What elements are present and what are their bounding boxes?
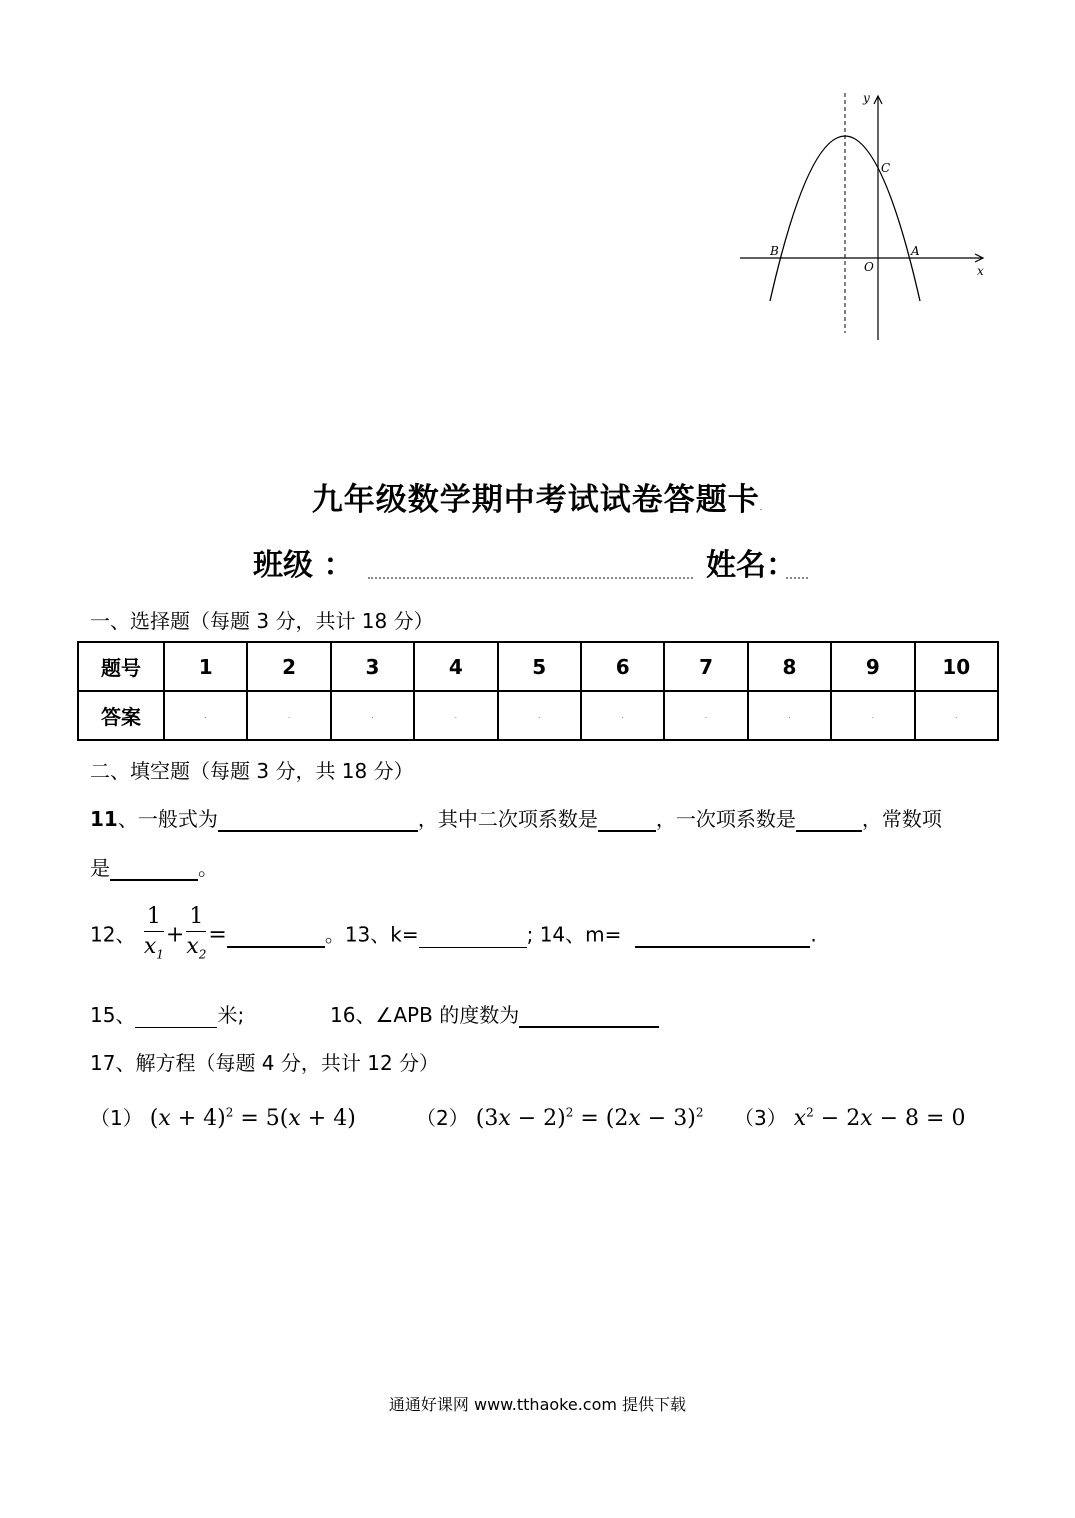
name-label: 姓名： bbox=[706, 548, 796, 583]
answer-cell[interactable]: . bbox=[331, 691, 414, 740]
q13-blank[interactable] bbox=[419, 925, 527, 948]
answer-cell[interactable]: . bbox=[581, 691, 664, 740]
q11-blank-linear-coef[interactable] bbox=[796, 808, 862, 832]
q17-heading: 17、解方程（每题 4 分，共计 12 分） bbox=[90, 1051, 440, 1075]
question-number: 7 bbox=[664, 642, 747, 691]
fraction-1-denominator bbox=[144, 932, 164, 969]
point-b-label: B bbox=[770, 244, 779, 258]
equation-1-body: $(x + 4)^2 = 5(x + 4)$ bbox=[149, 1105, 356, 1131]
title-marker: . bbox=[759, 503, 764, 512]
equals-sign: = bbox=[208, 922, 227, 948]
answer-cell[interactable]: . bbox=[748, 691, 831, 740]
q11-text-6: 。 bbox=[198, 856, 218, 880]
q11-line1 bbox=[90, 803, 942, 832]
name-field[interactable] bbox=[786, 563, 808, 579]
origin-label: O bbox=[864, 260, 874, 274]
class-field[interactable] bbox=[368, 563, 693, 579]
question-number: 2 bbox=[247, 642, 330, 691]
point-a-label: A bbox=[911, 244, 920, 258]
q11-line2 bbox=[90, 852, 218, 881]
answer-cell[interactable]: . bbox=[164, 691, 247, 740]
q14-label: ; 14、m= bbox=[526, 922, 622, 947]
q15-unit: 米; bbox=[217, 1003, 245, 1027]
q11-text-5: 是 bbox=[90, 856, 110, 880]
equation-2-label: （2） bbox=[416, 1106, 469, 1130]
q11-blank-general-form[interactable] bbox=[218, 808, 418, 832]
x1-subscript: 1 bbox=[156, 947, 164, 962]
q11-text-4: ，常数项 bbox=[861, 807, 942, 831]
question-number: 6 bbox=[581, 642, 664, 691]
fraction-1-over-x2 bbox=[186, 903, 206, 969]
fraction-2-denominator bbox=[186, 932, 206, 969]
q11-blank-quadratic-coef[interactable] bbox=[598, 808, 656, 832]
q11-text-2: ，其中二次项系数是 bbox=[417, 807, 598, 831]
section2-heading: 二、填空题（每题 3 分，共 18 分） bbox=[90, 759, 414, 783]
q12-label: 12、 bbox=[90, 922, 136, 947]
question-number: 8 bbox=[748, 642, 831, 691]
equation-3-body: $x^2 - 2x - 8 = 0$ bbox=[793, 1105, 966, 1131]
title-text: 九年级数学期中考试试卷答题卡 bbox=[311, 482, 760, 518]
answer-cell[interactable]: . bbox=[498, 691, 581, 740]
answer-cell[interactable]: . bbox=[831, 691, 914, 740]
y-label: y bbox=[863, 91, 870, 105]
equation-1-label: （1） bbox=[90, 1106, 143, 1130]
fraction-2-numerator: 1 bbox=[186, 903, 206, 932]
question-number: 10 bbox=[915, 642, 998, 691]
class-label: 班级 ： bbox=[253, 548, 354, 583]
fraction-1-numerator: 1 bbox=[144, 903, 164, 932]
q16-label: 16、∠APB 的度数为 bbox=[330, 1003, 520, 1027]
q15-blank[interactable] bbox=[135, 1005, 217, 1028]
q15-label: 15、 bbox=[90, 1003, 136, 1027]
page-title bbox=[0, 474, 1075, 519]
row-head-answer: 答案 bbox=[78, 691, 164, 740]
question-number: 1 bbox=[164, 642, 247, 691]
q16-blank[interactable] bbox=[519, 1004, 659, 1028]
plus-sign: + bbox=[165, 922, 185, 948]
q13-label: 13、k= bbox=[344, 922, 419, 947]
q12-line bbox=[90, 903, 817, 969]
footer-source: 通通好课网 www.tthaoke.com 提供下载 bbox=[388, 1395, 687, 1414]
q14-blank[interactable] bbox=[635, 924, 810, 948]
equation-2 bbox=[416, 1102, 703, 1131]
q11-text-3: ，一次项系数是 bbox=[655, 807, 796, 831]
parabola-figure bbox=[735, 88, 995, 348]
x1-var: x bbox=[143, 934, 157, 959]
equation-3 bbox=[734, 1102, 965, 1131]
table-row-answers bbox=[78, 691, 998, 740]
answer-table bbox=[77, 641, 999, 741]
q12-end: 。 bbox=[324, 922, 345, 947]
answer-cell[interactable]: . bbox=[414, 691, 497, 740]
q14-period: . bbox=[810, 922, 817, 947]
point-c-label: C bbox=[881, 161, 891, 175]
q11-text-1: 、一般式为 bbox=[117, 807, 218, 831]
equation-1 bbox=[90, 1102, 356, 1131]
answer-cell[interactable]: . bbox=[915, 691, 998, 740]
question-number: 3 bbox=[331, 642, 414, 691]
q11-blank-constant[interactable] bbox=[110, 857, 198, 881]
equation-3-label: （3） bbox=[734, 1106, 787, 1130]
x-label: x bbox=[977, 264, 984, 278]
row-head-question: 题号 bbox=[78, 642, 164, 691]
table-row-numbers bbox=[78, 642, 998, 691]
equation-2-body: $(3x - 2)^2 = (2x - 3)^2$ bbox=[475, 1105, 704, 1131]
q15-line bbox=[90, 999, 244, 1028]
q16-line bbox=[330, 999, 659, 1028]
x2-subscript: 2 bbox=[198, 947, 207, 962]
section1-heading: 一、选择题（每题 3 分，共计 18 分） bbox=[90, 609, 434, 633]
q12-blank[interactable] bbox=[227, 924, 325, 948]
question-number: 4 bbox=[414, 642, 497, 691]
question-number: 9 bbox=[831, 642, 914, 691]
answer-cell[interactable]: . bbox=[247, 691, 330, 740]
answer-cell[interactable]: . bbox=[664, 691, 747, 740]
fraction-1-over-x1 bbox=[144, 903, 164, 969]
x2-var: x bbox=[186, 934, 199, 959]
q11-number: 11 bbox=[90, 807, 118, 831]
question-number: 5 bbox=[498, 642, 581, 691]
